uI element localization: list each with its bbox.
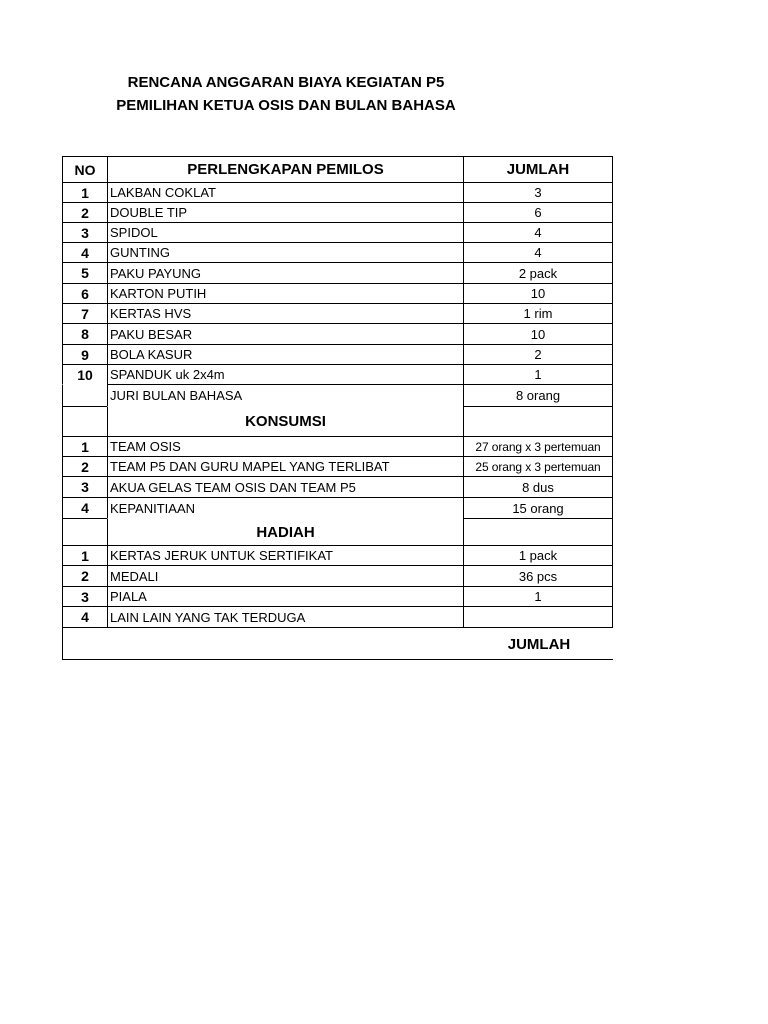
total-label: JUMLAH bbox=[507, 636, 571, 653]
row-item: AKUA GELAS TEAM OSIS DAN TEAM P5 bbox=[107, 476, 464, 498]
table-row bbox=[62, 182, 613, 203]
row-qty: 8 dus bbox=[463, 476, 613, 498]
table-row bbox=[62, 565, 613, 587]
table-row bbox=[62, 364, 613, 385]
row-no bbox=[62, 406, 108, 437]
row-qty: 10 bbox=[463, 283, 613, 304]
section-heading-row bbox=[62, 518, 613, 546]
row-qty: 25 orang x 3 pertemuan bbox=[463, 456, 613, 477]
table-row bbox=[62, 344, 613, 365]
row-qty bbox=[463, 606, 613, 628]
table-row bbox=[62, 283, 613, 304]
row-item: PIALA bbox=[107, 586, 464, 607]
row-item: PAKU BESAR bbox=[107, 323, 464, 345]
table-row bbox=[62, 545, 613, 566]
row-no: 5 bbox=[62, 262, 108, 284]
row-qty: 2 bbox=[463, 344, 613, 365]
row-qty: 1 bbox=[463, 586, 613, 607]
row-qty: 15 orang bbox=[463, 497, 613, 519]
row-qty: 10 bbox=[463, 323, 613, 345]
table-row bbox=[62, 586, 613, 607]
row-no: 3 bbox=[62, 222, 108, 243]
row-qty: 1 bbox=[463, 364, 613, 385]
row-item: TEAM P5 DAN GURU MAPEL YANG TERLIBAT bbox=[107, 456, 464, 477]
row-no bbox=[62, 384, 108, 407]
table-row bbox=[62, 476, 613, 498]
row-no: 2 bbox=[62, 565, 108, 587]
row-item: BOLA KASUR bbox=[107, 344, 464, 365]
header-item: PERLENGKAPAN PEMILOS bbox=[107, 156, 464, 183]
row-item: KEPANITIAAN bbox=[107, 497, 464, 519]
row-item: LAIN LAIN YANG TAK TERDUGA bbox=[107, 606, 464, 628]
table-row bbox=[62, 436, 613, 457]
row-no: 4 bbox=[62, 606, 108, 628]
row-qty: 2 pack bbox=[463, 262, 613, 284]
section-heading-row bbox=[62, 406, 613, 437]
row-item: MEDALI bbox=[107, 565, 464, 587]
budget-table bbox=[62, 156, 613, 660]
row-qty bbox=[463, 518, 613, 546]
row-item: KERTAS HVS bbox=[107, 303, 464, 324]
row-no: 1 bbox=[62, 545, 108, 566]
header-no: NO bbox=[62, 156, 108, 183]
row-item: DOUBLE TIP bbox=[107, 202, 464, 223]
row-no: 2 bbox=[62, 202, 108, 223]
row-qty: 4 bbox=[463, 242, 613, 263]
row-no: 7 bbox=[62, 303, 108, 324]
document-title: RENCANA ANGGARAN BIAYA KEGIATAN P5 bbox=[127, 74, 445, 91]
row-no: 4 bbox=[62, 497, 108, 519]
table-row bbox=[62, 606, 613, 628]
row-item: LAKBAN COKLAT bbox=[107, 182, 464, 203]
section-heading-konsumsi: KONSUMSI bbox=[107, 406, 464, 437]
row-item: SPANDUK uk 2x4m bbox=[107, 364, 464, 385]
row-qty: 6 bbox=[463, 202, 613, 223]
row-qty: 27 orang x 3 pertemuan bbox=[463, 436, 613, 457]
row-qty: 4 bbox=[463, 222, 613, 243]
row-item: SPIDOL bbox=[107, 222, 464, 243]
table-row bbox=[62, 456, 613, 477]
row-no: 10 bbox=[62, 364, 108, 385]
row-no: 4 bbox=[62, 242, 108, 263]
row-no: 3 bbox=[62, 586, 108, 607]
row-item: GUNTING bbox=[107, 242, 464, 263]
row-qty: 1 pack bbox=[463, 545, 613, 566]
table-row bbox=[62, 384, 613, 407]
table-header-row bbox=[62, 156, 613, 183]
row-no: 9 bbox=[62, 344, 108, 365]
table-row bbox=[62, 242, 613, 263]
row-no: 8 bbox=[62, 323, 108, 345]
table-row bbox=[62, 323, 613, 345]
row-qty: 8 orang bbox=[463, 384, 613, 407]
table-row bbox=[62, 222, 613, 243]
table-row bbox=[62, 262, 613, 284]
header-qty: JUMLAH bbox=[463, 156, 613, 183]
row-no: 3 bbox=[62, 476, 108, 498]
row-item: PAKU PAYUNG bbox=[107, 262, 464, 284]
row-no: 1 bbox=[62, 182, 108, 203]
row-no: 6 bbox=[62, 283, 108, 304]
row-item: TEAM OSIS bbox=[107, 436, 464, 457]
section-heading-hadiah: HADIAH bbox=[107, 518, 464, 546]
table-row bbox=[62, 202, 613, 223]
row-item: KARTON PUTIH bbox=[107, 283, 464, 304]
document-subtitle: PEMILIHAN KETUA OSIS DAN BULAN BAHASA bbox=[116, 97, 456, 114]
row-no bbox=[62, 518, 108, 546]
row-item: KERTAS JERUK UNTUK SERTIFIKAT bbox=[107, 545, 464, 566]
total-row bbox=[62, 627, 613, 660]
row-no: 1 bbox=[62, 436, 108, 457]
row-qty: 1 rim bbox=[463, 303, 613, 324]
row-qty bbox=[463, 406, 613, 437]
row-qty: 36 pcs bbox=[463, 565, 613, 587]
row-qty: 3 bbox=[463, 182, 613, 203]
table-row bbox=[62, 497, 613, 519]
row-no: 2 bbox=[62, 456, 108, 477]
table-row bbox=[62, 303, 613, 324]
row-item: JURI BULAN BAHASA bbox=[107, 384, 464, 407]
